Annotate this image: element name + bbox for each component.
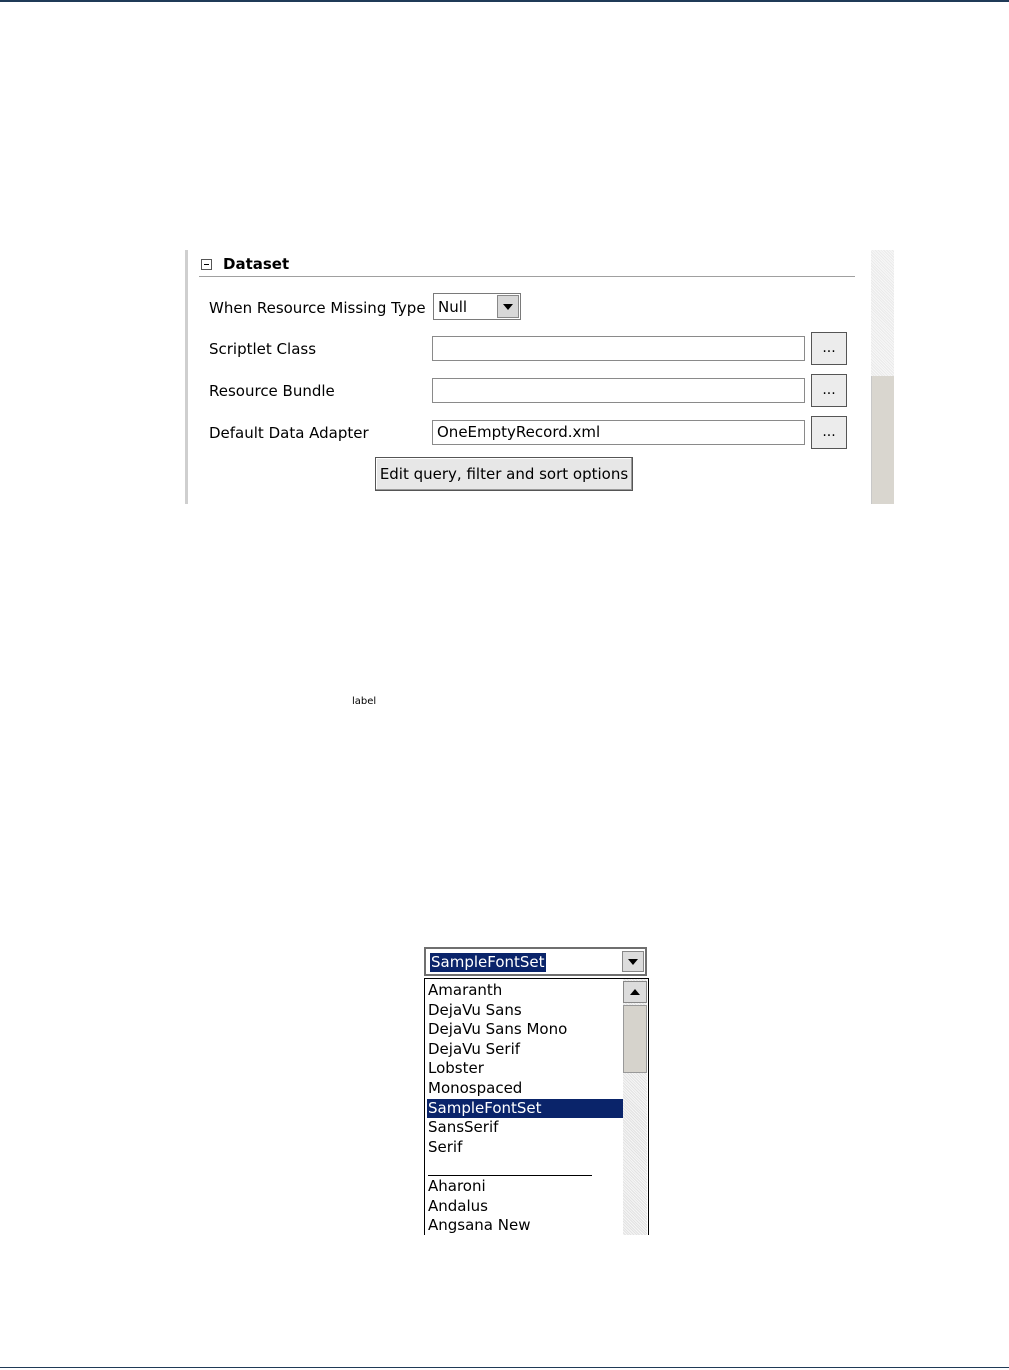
panel-scrollbar-thumb[interactable] (871, 376, 894, 504)
select-value: Null (438, 298, 468, 316)
when-resource-missing-type-label: When Resource Missing Type (209, 299, 426, 317)
font-option[interactable]: Andalus (428, 1196, 488, 1215)
font-option[interactable]: DejaVu Sans (428, 1000, 522, 1019)
scriptlet-class-input[interactable] (432, 336, 805, 361)
chevron-down-icon[interactable] (622, 951, 644, 972)
font-option[interactable]: Angsana New (428, 1216, 531, 1235)
default-data-adapter-input[interactable]: OneEmptyRecord.xml (432, 420, 805, 445)
font-option[interactable]: DejaVu Sans Mono (428, 1020, 568, 1039)
font-option[interactable]: Amaranth (428, 981, 503, 999)
font-option[interactable]: Serif (428, 1137, 463, 1156)
tiny-label: label (352, 696, 377, 707)
font-name-combobox[interactable] (424, 947, 647, 976)
scriptlet-class-browse-button[interactable]: ... (811, 332, 847, 365)
resource-bundle-browse-button[interactable]: ... (811, 374, 847, 407)
bottom-rule (0, 1367, 1009, 1368)
dataset-section-header[interactable] (199, 254, 855, 277)
font-option[interactable]: Monospaced (428, 1079, 523, 1097)
font-list-scrollbar-thumb[interactable] (623, 1005, 647, 1073)
font-option[interactable]: Lobster (428, 1059, 484, 1078)
resource-bundle-input[interactable] (432, 378, 805, 403)
top-rule (0, 0, 1009, 2)
panel-scrollbar[interactable] (871, 250, 894, 504)
panel-left-border (185, 250, 188, 504)
chevron-up-icon[interactable] (623, 981, 647, 1003)
chevron-down-icon[interactable] (497, 295, 519, 318)
font-option[interactable]: Aharoni (428, 1177, 486, 1195)
font-option[interactable]: SansSerif (428, 1118, 499, 1137)
collapse-minus-icon[interactable] (201, 259, 212, 270)
scriptlet-class-label: Scriptlet Class (209, 340, 317, 358)
font-dropdown-list (424, 978, 649, 1235)
font-list-scrollbar[interactable] (623, 979, 647, 1235)
dataset-properties-panel (185, 250, 895, 504)
default-data-adapter-label: Default Data Adapter (209, 424, 369, 442)
font-option[interactable]: DejaVu Serif (428, 1039, 521, 1058)
section-title: Dataset (223, 255, 290, 273)
font-option-selected[interactable]: SampleFontSet (427, 1099, 624, 1119)
font-list-separator (428, 1175, 592, 1176)
default-data-adapter-browse-button[interactable]: ... (811, 416, 847, 449)
resource-bundle-label: Resource Bundle (209, 382, 335, 400)
edit-query-button[interactable]: Edit query, filter and sort options (375, 457, 633, 491)
when-resource-missing-type-select[interactable] (433, 293, 521, 320)
font-combobox-value: SampleFontSet (431, 953, 545, 971)
